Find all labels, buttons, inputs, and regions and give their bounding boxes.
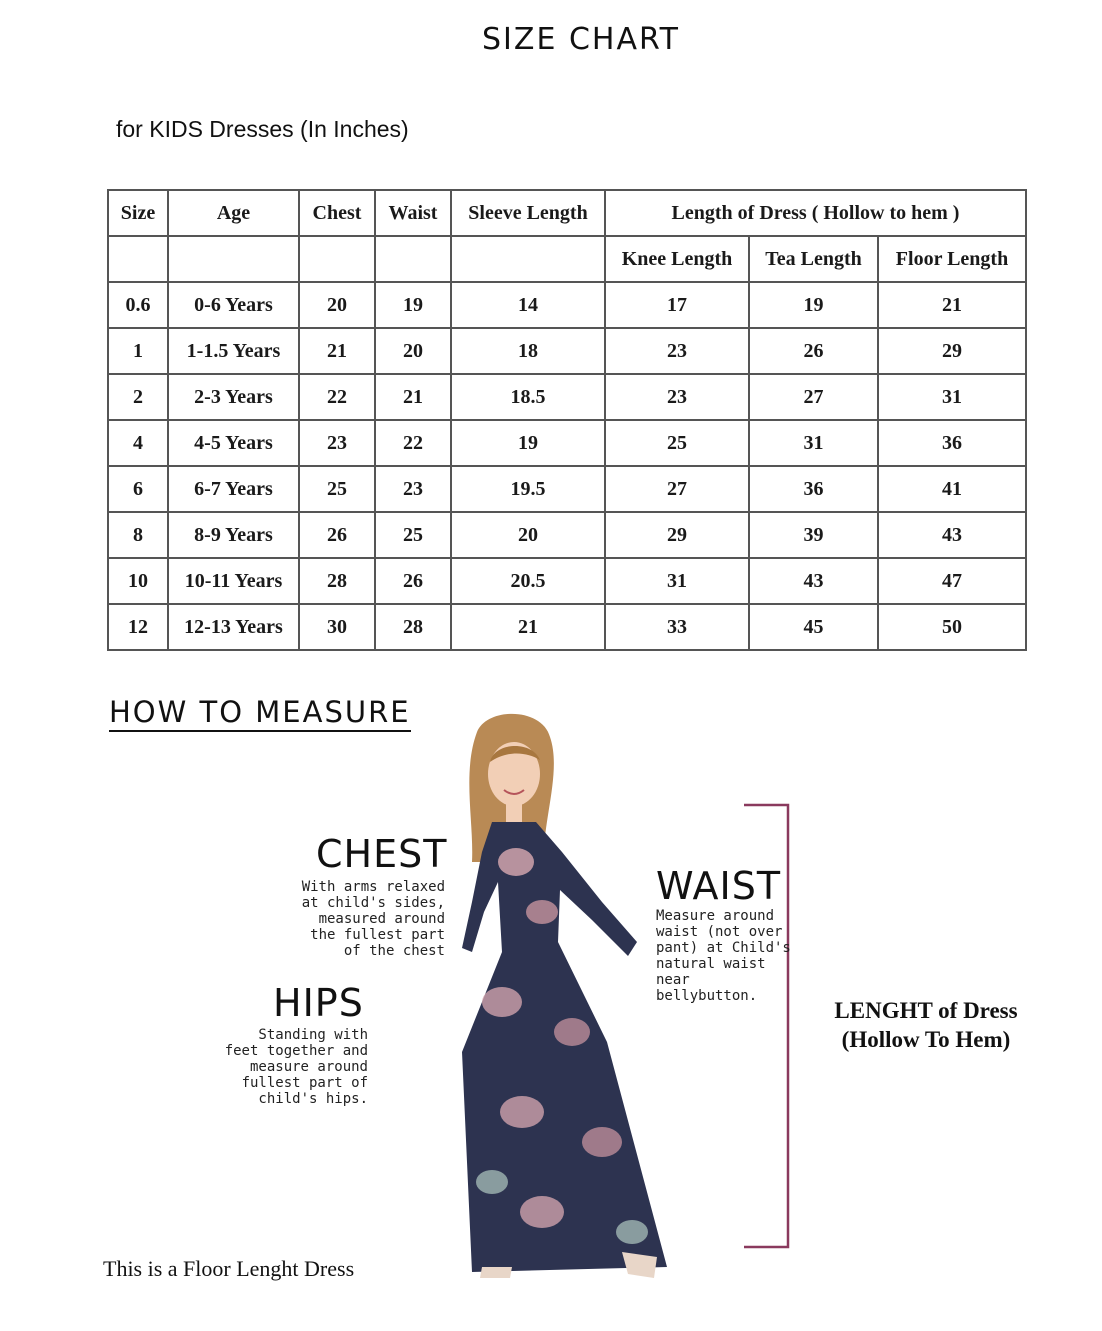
footer-note: This is a Floor Lenght Dress [103, 1256, 355, 1281]
length-label-line1: LENGHT of Dress [834, 998, 1018, 1023]
empty-cell [451, 236, 605, 282]
how-to-measure-heading: HOW TO MEASURE [109, 694, 411, 732]
cell-knee: 31 [605, 558, 749, 604]
cell-size: 1 [108, 328, 168, 374]
cell-sleeve: 20 [451, 512, 605, 558]
cell-chest: 30 [299, 604, 375, 650]
cell-tea: 45 [749, 604, 878, 650]
header-knee-length: Knee Length [605, 236, 749, 282]
cell-sleeve: 21 [451, 604, 605, 650]
header-tea-length: Tea Length [749, 236, 878, 282]
cell-size: 0.6 [108, 282, 168, 328]
cell-knee: 17 [605, 282, 749, 328]
cell-chest: 23 [299, 420, 375, 466]
chest-line: at child's sides, [301, 895, 445, 911]
cell-waist: 21 [375, 374, 451, 420]
cell-tea: 39 [749, 512, 878, 558]
cell-knee: 33 [605, 604, 749, 650]
hips-line: measure around [249, 1059, 368, 1075]
subheader-row [108, 236, 1026, 282]
cell-floor: 43 [878, 512, 1026, 558]
cell-knee: 25 [605, 420, 749, 466]
cell-tea: 26 [749, 328, 878, 374]
cell-tea: 36 [749, 466, 878, 512]
cell-age: 10-11 Years [168, 558, 299, 604]
hips-heading: HIPS [273, 981, 364, 1025]
cell-chest: 21 [299, 328, 375, 374]
cell-waist: 22 [375, 420, 451, 466]
cell-sleeve: 19 [451, 420, 605, 466]
cell-sleeve: 18 [451, 328, 605, 374]
waist-heading: WAIST [656, 864, 782, 908]
girl-in-dress-illustration [432, 712, 672, 1286]
header-floor-length: Floor Length [878, 236, 1026, 282]
header-row [108, 190, 1026, 236]
table-row [108, 512, 1026, 558]
waist-line: Measure around [656, 908, 775, 924]
waist-line: near bellybutton. [656, 972, 758, 1004]
hips-line: Standing with [258, 1027, 368, 1043]
table-row [108, 282, 1026, 328]
cell-floor: 29 [878, 328, 1026, 374]
table-row [108, 328, 1026, 374]
cell-knee: 23 [605, 374, 749, 420]
cell-knee: 27 [605, 466, 749, 512]
cell-age: 1-1.5 Years [168, 328, 299, 374]
cell-size: 6 [108, 466, 168, 512]
cell-chest: 20 [299, 282, 375, 328]
header-chest: Chest [299, 190, 375, 236]
header-length-of-dress: Length of Dress ( Hollow to hem ) [605, 190, 1026, 236]
cell-waist: 19 [375, 282, 451, 328]
chest-heading: CHEST [316, 832, 448, 876]
cell-floor: 47 [878, 558, 1026, 604]
size-table [107, 189, 1027, 651]
cell-floor: 41 [878, 466, 1026, 512]
hips-line: feet together and [224, 1043, 368, 1059]
cell-size: 4 [108, 420, 168, 466]
cell-waist: 25 [375, 512, 451, 558]
chest-line: With arms relaxed [301, 879, 445, 895]
waist-line: pant) at Child's [656, 940, 791, 956]
cell-waist: 20 [375, 328, 451, 374]
cell-waist: 23 [375, 466, 451, 512]
cell-knee: 29 [605, 512, 749, 558]
cell-age: 4-5 Years [168, 420, 299, 466]
table-row [108, 420, 1026, 466]
cell-waist: 26 [375, 558, 451, 604]
header-age: Age [168, 190, 299, 236]
cell-sleeve: 18.5 [451, 374, 605, 420]
length-label-line2: (Hollow To Hem) [841, 1027, 1011, 1052]
empty-cell [375, 236, 451, 282]
cell-tea: 27 [749, 374, 878, 420]
cell-size: 12 [108, 604, 168, 650]
cell-size: 8 [108, 512, 168, 558]
cell-age: 12-13 Years [168, 604, 299, 650]
hips-instructions [210, 1027, 368, 1107]
waist-instructions [656, 908, 796, 1004]
cell-sleeve: 20.5 [451, 558, 605, 604]
empty-cell [168, 236, 299, 282]
cell-floor: 31 [878, 374, 1026, 420]
cell-sleeve: 19.5 [451, 466, 605, 512]
table-row [108, 558, 1026, 604]
empty-cell [299, 236, 375, 282]
cell-age: 2-3 Years [168, 374, 299, 420]
cell-floor: 50 [878, 604, 1026, 650]
chest-line: measured around [318, 911, 445, 927]
cell-age: 8-9 Years [168, 512, 299, 558]
size-rows [108, 282, 1026, 650]
cell-tea: 31 [749, 420, 878, 466]
table-row [108, 604, 1026, 650]
header-waist: Waist [375, 190, 451, 236]
table-row [108, 466, 1026, 512]
cell-age: 6-7 Years [168, 466, 299, 512]
subtitle: for KIDS Dresses (In Inches) [116, 116, 409, 142]
cell-tea: 43 [749, 558, 878, 604]
cell-age: 0-6 Years [168, 282, 299, 328]
chest-line: the fullest part [310, 927, 445, 943]
header-sleeve-length: Sleeve Length [451, 190, 605, 236]
length-of-dress-label [814, 996, 1038, 1054]
cell-floor: 21 [878, 282, 1026, 328]
header-size: Size [108, 190, 168, 236]
page-title: SIZE CHART [482, 22, 680, 57]
cell-sleeve: 14 [451, 282, 605, 328]
chest-instructions [290, 879, 445, 959]
waist-line: waist (not over [656, 924, 783, 940]
cell-size: 10 [108, 558, 168, 604]
cell-waist: 28 [375, 604, 451, 650]
empty-cell [108, 236, 168, 282]
cell-knee: 23 [605, 328, 749, 374]
chest-line: of the chest [343, 943, 445, 959]
cell-floor: 36 [878, 420, 1026, 466]
waist-line: natural waist [656, 956, 766, 972]
hips-line: child's hips. [258, 1091, 368, 1107]
cell-chest: 28 [299, 558, 375, 604]
table-row [108, 374, 1026, 420]
cell-tea: 19 [749, 282, 878, 328]
hips-line: fullest part of [241, 1075, 368, 1091]
cell-chest: 25 [299, 466, 375, 512]
cell-chest: 26 [299, 512, 375, 558]
cell-chest: 22 [299, 374, 375, 420]
cell-size: 2 [108, 374, 168, 420]
